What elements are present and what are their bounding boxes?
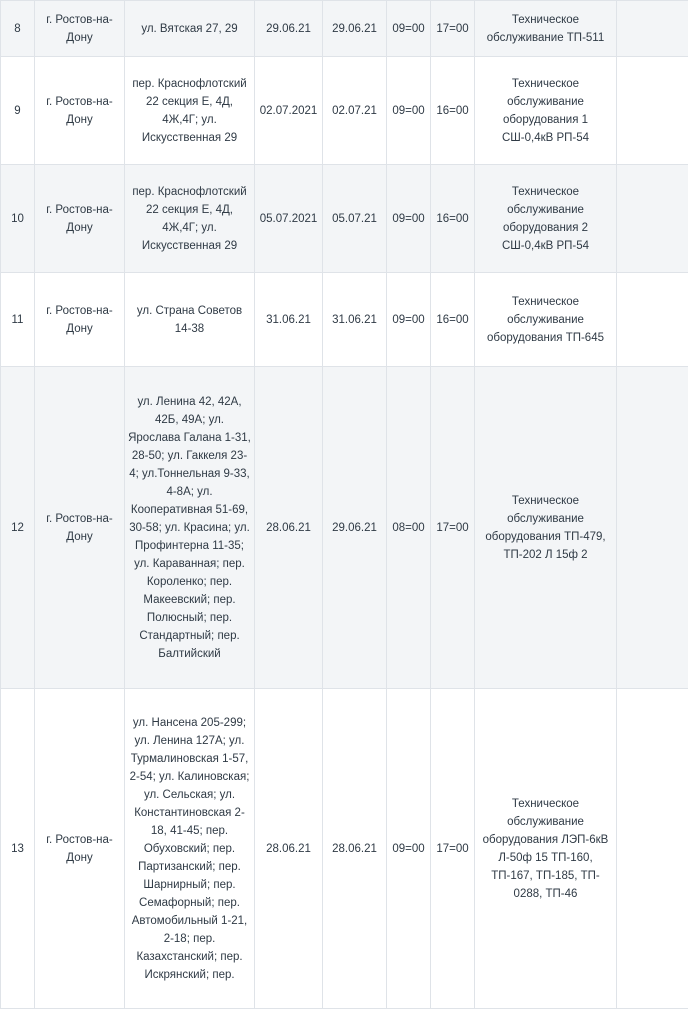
time-start-cell: 08=00 (387, 367, 431, 689)
date-end-cell: 29.06.21 (323, 367, 387, 689)
row-number: 8 (1, 1, 35, 57)
time-end-cell: 16=00 (431, 57, 475, 165)
table-row (1, 367, 688, 689)
table-row (1, 273, 688, 367)
row-number: 13 (1, 689, 35, 1009)
time-end-cell: 16=00 (431, 273, 475, 367)
city-cell: г. Ростов-на-Дону (35, 367, 125, 689)
time-start-cell: 09=00 (387, 1, 431, 57)
note-cell (617, 689, 688, 1009)
table-row (1, 689, 688, 1009)
work-description-cell: Техническое обслуживание оборудования ТП-645 (475, 273, 617, 367)
work-description-cell: Техническое обслуживание ТП-511 (475, 1, 617, 57)
address-cell: ул. Вятская 27, 29 (125, 1, 255, 57)
address-cell: ул. Ленина 42, 42А, 42Б, 49А; ул. Ярослава Галана 1-31, 28-50; ул. Гаккеля 23-4; ул.Тоннельная 9-33, 4-8А; ул. Кооперативная 51-69, 30-58; ул. Красина; ул. Профинтерна 11-35; ул. Караванная; пер. Короленко; пер. Макеевский; пер. Полюсный; пер. Стандартный; пер. Балтийский (125, 367, 255, 689)
address-cell: пер. Краснофлотский 22 секция Е, 4Д, 4Ж,4Г; ул. Искусственная 29 (125, 57, 255, 165)
date-start-cell: 05.07.2021 (255, 165, 323, 273)
date-start-cell: 29.06.21 (255, 1, 323, 57)
table-row (1, 165, 688, 273)
time-start-cell: 09=00 (387, 165, 431, 273)
time-end-cell: 17=00 (431, 367, 475, 689)
time-end-cell: 17=00 (431, 689, 475, 1009)
row-number: 11 (1, 273, 35, 367)
date-start-cell: 28.06.21 (255, 367, 323, 689)
date-start-cell: 31.06.21 (255, 273, 323, 367)
city-cell: г. Ростов-на-Дону (35, 1, 125, 57)
table-row (1, 57, 688, 165)
date-end-cell: 02.07.21 (323, 57, 387, 165)
row-number: 9 (1, 57, 35, 165)
row-number: 10 (1, 165, 35, 273)
city-cell: г. Ростов-на-Дону (35, 689, 125, 1009)
city-cell: г. Ростов-на-Дону (35, 57, 125, 165)
work-description-cell: Техническое обслуживание оборудования ТП-479, ТП-202 Л 15ф 2 (475, 367, 617, 689)
date-end-cell: 29.06.21 (323, 1, 387, 57)
date-start-cell: 28.06.21 (255, 689, 323, 1009)
note-cell (617, 1, 688, 57)
address-cell: ул. Страна Советов 14-38 (125, 273, 255, 367)
city-cell: г. Ростов-на-Дону (35, 273, 125, 367)
work-description-cell: Техническое обслуживание оборудования 2 СШ-0,4кВ РП-54 (475, 165, 617, 273)
date-start-cell: 02.07.2021 (255, 57, 323, 165)
work-description-cell: Техническое обслуживание оборудования 1 СШ-0,4кВ РП-54 (475, 57, 617, 165)
row-number: 12 (1, 367, 35, 689)
time-start-cell: 09=00 (387, 689, 431, 1009)
address-cell: пер. Краснофлотский 22 секция Е, 4Д, 4Ж,4Г; ул. Искусственная 29 (125, 165, 255, 273)
work-description-cell: Техническое обслуживание оборудования ЛЭП-6кВ Л-50ф 15 ТП-160, ТП-167, ТП-185, ТП- 0288, ТП-46 (475, 689, 617, 1009)
note-cell (617, 273, 688, 367)
time-start-cell: 09=00 (387, 273, 431, 367)
note-cell (617, 367, 688, 689)
table-row (1, 1, 688, 57)
city-cell: г. Ростов-на-Дону (35, 165, 125, 273)
time-end-cell: 16=00 (431, 165, 475, 273)
date-end-cell: 31.06.21 (323, 273, 387, 367)
note-cell (617, 57, 688, 165)
note-cell (617, 165, 688, 273)
date-end-cell: 28.06.21 (323, 689, 387, 1009)
date-end-cell: 05.07.21 (323, 165, 387, 273)
address-cell: ул. Нансена 205-299; ул. Ленина 127А; ул. Турмалиновская 1-57, 2-54; ул. Калиновская; ул. Сельская; ул. Константиновская 2-18, 41-45; пер. Обуховский; пер. Партизанский; пер. Шарнирный; пер. Семафорный; пер. Автомобильный 1-21, 2-18; пер. Казахстанский; пер. Искрянский; пер. (125, 689, 255, 1009)
time-end-cell: 17=00 (431, 1, 475, 57)
time-start-cell: 09=00 (387, 57, 431, 165)
